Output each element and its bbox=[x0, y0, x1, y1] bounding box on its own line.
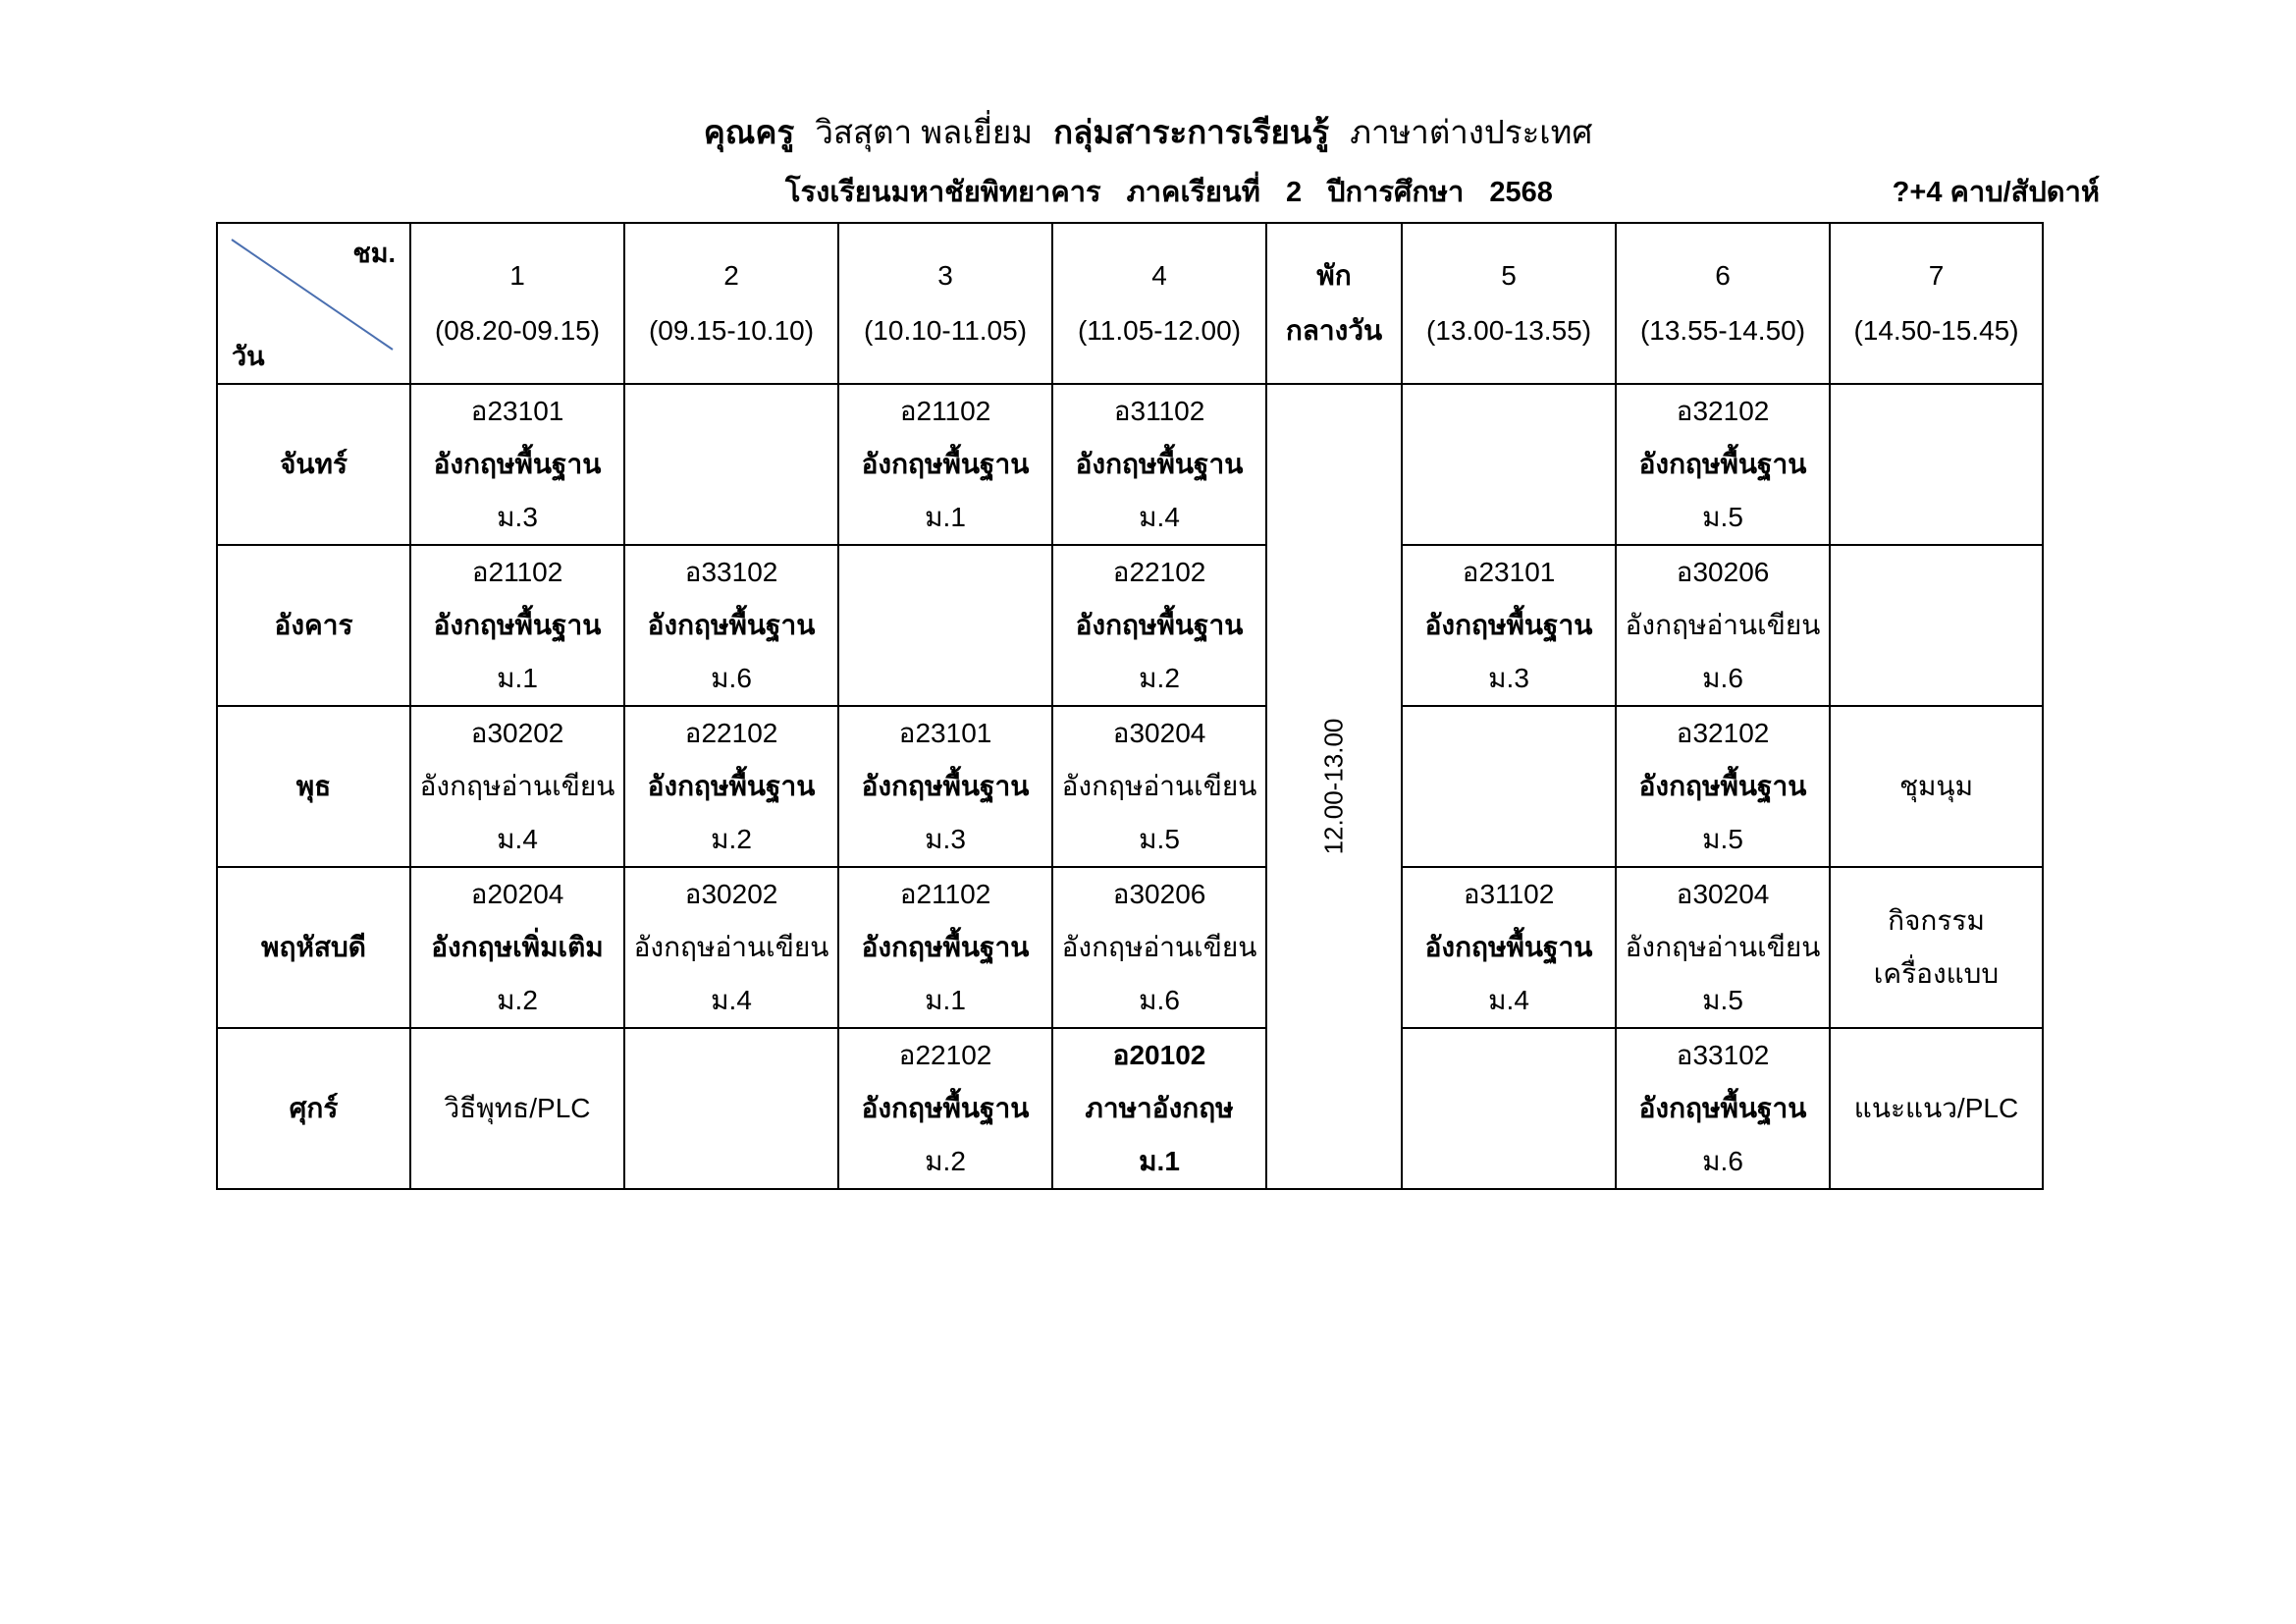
class-level: ม.5 bbox=[1702, 985, 1743, 1015]
header-period-6 bbox=[1616, 223, 1830, 384]
class-code: อ21102 bbox=[899, 879, 991, 909]
schedule-cell bbox=[1616, 384, 1830, 545]
header-row bbox=[217, 223, 2043, 384]
schedule-cell bbox=[1830, 384, 2043, 545]
class-code: อ22102 bbox=[684, 718, 778, 748]
period-time: (14.50-15.45) bbox=[1853, 315, 2019, 346]
class-level: ม.2 bbox=[1139, 663, 1180, 693]
class-code: อ30204 bbox=[1112, 718, 1206, 748]
class-level: ม.3 bbox=[1488, 663, 1529, 693]
timetable bbox=[216, 222, 2044, 1190]
class-code: อ30206 bbox=[1112, 879, 1206, 909]
class-code: อ23101 bbox=[898, 718, 992, 748]
class-level: ม.4 bbox=[497, 824, 538, 854]
table-row bbox=[217, 384, 2043, 545]
lunch-break-cell bbox=[1266, 384, 1402, 1189]
class-subject: อังกฤษพื้นฐาน bbox=[1075, 610, 1244, 640]
class-code: อ21102 bbox=[899, 396, 991, 426]
schedule-cell bbox=[410, 384, 624, 545]
class-level: ม.2 bbox=[925, 1146, 966, 1176]
class-level: ม.1 bbox=[925, 502, 966, 532]
periods-per-week: ?+4 คาบ/สัปดาห์ bbox=[1892, 177, 2100, 208]
teacher-label: คุณครู bbox=[703, 114, 795, 150]
header-period-5 bbox=[1402, 223, 1616, 384]
header-period-1 bbox=[410, 223, 624, 384]
schedule-cell bbox=[838, 545, 1052, 706]
class-subject: อังกฤษพื้นฐาน bbox=[433, 449, 602, 479]
schedule-cell bbox=[1052, 384, 1266, 545]
class-subject: อังกฤษอ่านเขียน bbox=[419, 771, 615, 801]
class-level: ม.6 bbox=[711, 663, 752, 693]
class-code: อ30202 bbox=[470, 718, 564, 748]
class-subject: ภาษาอังกฤษ bbox=[1085, 1093, 1234, 1123]
period-num: พัก bbox=[1316, 260, 1352, 291]
class-subject: อังกฤษอ่านเขียน bbox=[1625, 932, 1821, 962]
class-code: อ33102 bbox=[1676, 1040, 1770, 1070]
class-level: ม.5 bbox=[1702, 502, 1743, 532]
school-name: โรงเรียนมหาชัยพิทยาคาร bbox=[785, 177, 1101, 208]
period-num: 1 bbox=[509, 260, 525, 291]
table-row bbox=[217, 867, 2043, 1028]
schedule-cell bbox=[624, 867, 838, 1028]
period-time: (08.20-09.15) bbox=[434, 315, 601, 346]
class-subject: อังกฤษพื้นฐาน bbox=[1424, 932, 1593, 962]
class-level: ม.1 bbox=[1139, 1146, 1180, 1176]
class-subject: ชุมนุม bbox=[1898, 771, 1974, 801]
schedule-cell bbox=[410, 545, 624, 706]
day-cell: พุธ bbox=[217, 706, 410, 867]
schedule-cell bbox=[838, 384, 1052, 545]
day-cell: จันทร์ bbox=[217, 384, 410, 545]
page-title bbox=[0, 106, 2296, 158]
semester: 2 bbox=[1285, 177, 1303, 208]
schedule-cell bbox=[1830, 706, 2043, 867]
class-code: อ23101 bbox=[470, 396, 564, 426]
schedule-cell bbox=[1402, 384, 1616, 545]
year-label: ปีการศึกษา bbox=[1327, 177, 1465, 208]
period-time: (13.55-14.50) bbox=[1639, 315, 1806, 346]
subtitle bbox=[785, 169, 1571, 214]
corner-day-label: วัน bbox=[232, 342, 265, 371]
schedule-cell bbox=[624, 384, 838, 545]
class-subject: อังกฤษพื้นฐาน bbox=[861, 449, 1030, 479]
class-level: ม.2 bbox=[497, 985, 538, 1015]
schedule-cell bbox=[1052, 1028, 1266, 1189]
class-level: ม.5 bbox=[1139, 824, 1180, 854]
class-code: อ23101 bbox=[1462, 557, 1556, 587]
class-code: อ22102 bbox=[1112, 557, 1206, 587]
class-code: อ22102 bbox=[898, 1040, 992, 1070]
class-subject: อังกฤษพื้นฐาน bbox=[861, 932, 1030, 962]
corner-period-label: ชม. bbox=[352, 239, 396, 268]
schedule-cell bbox=[838, 867, 1052, 1028]
class-code: อ31102 bbox=[1463, 879, 1555, 909]
class-subject: อังกฤษพื้นฐาน bbox=[1424, 610, 1593, 640]
schedule-cell bbox=[624, 545, 838, 706]
class-subject: อังกฤษพื้นฐาน bbox=[1638, 771, 1807, 801]
schedule-cell bbox=[1830, 1028, 2043, 1189]
class-subject: อังกฤษพื้นฐาน bbox=[1638, 449, 1807, 479]
class-level: ม.3 bbox=[497, 502, 538, 532]
class-level: ม.6 bbox=[1139, 985, 1180, 1015]
class-level: ม.3 bbox=[925, 824, 966, 854]
class-code: อ30206 bbox=[1676, 557, 1770, 587]
schedule-cell bbox=[1052, 867, 1266, 1028]
group-label: กลุ่มสาระการเรียนรู้ bbox=[1053, 114, 1330, 150]
class-code: อ30202 bbox=[684, 879, 778, 909]
day-cell: อังคาร bbox=[217, 545, 410, 706]
schedule-cell bbox=[1616, 545, 1830, 706]
period-time: (13.00-13.55) bbox=[1425, 315, 1592, 346]
schedule-cell bbox=[1402, 706, 1616, 867]
schedule-cell bbox=[1616, 867, 1830, 1028]
schedule-cell bbox=[1402, 1028, 1616, 1189]
day-cell: ศุกร์ bbox=[217, 1028, 410, 1189]
period-num: 2 bbox=[723, 260, 739, 291]
schedule-cell bbox=[1830, 545, 2043, 706]
class-subject: อังกฤษอ่านเขียน bbox=[1625, 610, 1821, 640]
class-level: ม.2 bbox=[711, 824, 752, 854]
break-time: 12.00-13.00 bbox=[1318, 718, 1349, 855]
corner-cell bbox=[217, 223, 410, 384]
schedule-cell bbox=[1616, 706, 1830, 867]
class-code: อ20204 bbox=[470, 879, 564, 909]
schedule-cell bbox=[1052, 545, 1266, 706]
class-level: ม.1 bbox=[925, 985, 966, 1015]
year: 2568 bbox=[1489, 177, 1553, 208]
table-row bbox=[217, 1028, 2043, 1189]
class-level: ม.6 bbox=[1702, 1146, 1743, 1176]
class-subject: อังกฤษพื้นฐาน bbox=[861, 1093, 1030, 1123]
period-time: (10.10-11.05) bbox=[863, 315, 1028, 346]
class-subject: อังกฤษพื้นฐาน bbox=[433, 610, 602, 640]
class-subject: อังกฤษพื้นฐาน bbox=[647, 610, 816, 640]
table-row bbox=[217, 545, 2043, 706]
class-code: อ32102 bbox=[1676, 718, 1770, 748]
schedule-cell bbox=[410, 706, 624, 867]
class-code: อ30204 bbox=[1676, 879, 1770, 909]
schedule-cell bbox=[838, 1028, 1052, 1189]
class-level: ม.4 bbox=[1139, 502, 1180, 532]
period-time: (11.05-12.00) bbox=[1077, 315, 1242, 346]
period-num: 3 bbox=[937, 260, 953, 291]
schedule-cell bbox=[624, 1028, 838, 1189]
day-cell: พฤหัสบดี bbox=[217, 867, 410, 1028]
class-subject: อังกฤษอ่านเขียน bbox=[633, 932, 829, 962]
class-code: อ20102 bbox=[1112, 1040, 1206, 1070]
class-subject: อังกฤษพื้นฐาน bbox=[1638, 1093, 1807, 1123]
period-num: 7 bbox=[1928, 260, 1945, 291]
class-subject: อังกฤษพื้นฐาน bbox=[861, 771, 1030, 801]
header-period-2 bbox=[624, 223, 838, 384]
group-name: ภาษาต่างประเทศ bbox=[1350, 114, 1593, 150]
schedule-cell bbox=[1830, 867, 2043, 1028]
schedule-cell bbox=[624, 706, 838, 867]
class-subject: อังกฤษพื้นฐาน bbox=[1075, 449, 1244, 479]
period-time: กลางวัน bbox=[1285, 315, 1383, 346]
period-num: 5 bbox=[1501, 260, 1517, 291]
schedule-cell bbox=[1402, 545, 1616, 706]
class-level: ม.6 bbox=[1702, 663, 1743, 693]
schedule-cell bbox=[838, 706, 1052, 867]
class-code: กิจกรรม bbox=[1888, 905, 1985, 936]
class-subject: เครื่องแบบ bbox=[1873, 958, 2000, 989]
semester-label: ภาคเรียนที่ bbox=[1126, 177, 1260, 208]
header-period-3 bbox=[838, 223, 1052, 384]
class-code: อ32102 bbox=[1676, 396, 1770, 426]
class-subject: แนะแนว/PLC bbox=[1853, 1093, 2019, 1123]
class-subject: อังกฤษอ่านเขียน bbox=[1061, 932, 1257, 962]
period-time: (09.15-10.10) bbox=[648, 315, 815, 346]
class-subject: อังกฤษเพิ่มเติม bbox=[431, 932, 604, 962]
header-break bbox=[1266, 223, 1402, 384]
class-subject: อังกฤษอ่านเขียน bbox=[1061, 771, 1257, 801]
period-num: 6 bbox=[1715, 260, 1731, 291]
table-row bbox=[217, 706, 2043, 867]
header-period-4 bbox=[1052, 223, 1266, 384]
teacher-name: วิสสุตา พลเยี่ยม bbox=[815, 114, 1033, 150]
class-level: ม.4 bbox=[1488, 985, 1529, 1015]
schedule-cell bbox=[410, 867, 624, 1028]
class-subject: อังกฤษพื้นฐาน bbox=[647, 771, 816, 801]
class-level: ม.5 bbox=[1702, 824, 1743, 854]
schedule-cell bbox=[1402, 867, 1616, 1028]
class-level: ม.4 bbox=[711, 985, 752, 1015]
class-code: อ21102 bbox=[471, 557, 563, 587]
class-subject: วิธีพุทธ/PLC bbox=[444, 1093, 591, 1123]
header-period-7 bbox=[1830, 223, 2043, 384]
class-level: ม.1 bbox=[497, 663, 538, 693]
schedule-cell bbox=[410, 1028, 624, 1189]
schedule-cell bbox=[1616, 1028, 1830, 1189]
period-num: 4 bbox=[1151, 260, 1167, 291]
class-code: อ31102 bbox=[1113, 396, 1205, 426]
class-code: อ33102 bbox=[684, 557, 778, 587]
schedule-cell bbox=[1052, 706, 1266, 867]
